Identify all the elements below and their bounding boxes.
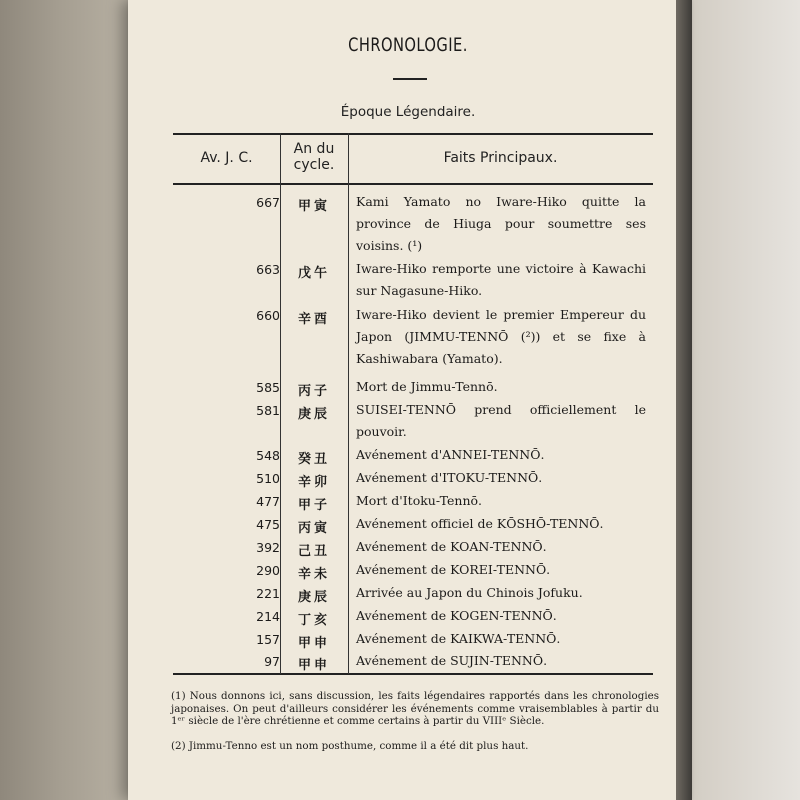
fact-cell: Mort de Jimmu-Tennō. [356,379,498,394]
footnote-1: (1) Nous donnons ici, sans discussion, les faits légendaires rapportés dans les chronologies japonaises. On peut d'ailleurs considérer les événements comme vraisemblables à partir du 1ᵉʳ siècle de l'ère chrétienne et comme certains à partir du VIIIᵉ Siècle. [171,690,659,727]
header-cycle [280,141,348,173]
fact-cell: Iware-Hiko remporte une victoire à Kawachi sur Nagasune-Hiko. [356,261,646,298]
fact-cell: Avénement de KOGEN-TENNŌ. [356,608,557,623]
fact-cell: Avénement d'ITOKU-TENNŌ. [356,470,543,485]
cycle-cell: 癸丑 [297,452,330,467]
book-edge [676,0,692,800]
fact-cell: Mort d'Itoku-Tennō. [356,493,482,508]
fact-cell: Avénement de KOREI-TENNŌ. [356,562,551,577]
footnote-2: (2) Jimmu-Tenno est un nom posthume, comme il a été dit plus haut. [171,740,529,752]
table-top-rule [173,133,653,135]
cycle-cell: 辛未 [297,567,330,582]
year-cell: 510 [256,471,280,486]
year-cell: 581 [256,403,280,418]
cycle-cell: 戊午 [297,266,330,281]
cycle-cell: 丙子 [297,384,330,399]
cycle-cell: 甲寅 [297,199,330,214]
fact-cell: Arrivée au Japon du Chinois Jofuku. [356,585,583,600]
cycle-cell: 甲子 [297,498,330,513]
year-cell: 221 [256,586,280,601]
epoch-heading: Époque Légendaire. [340,104,476,120]
cycle-cell: 辛卯 [297,475,330,490]
fact-cell: Avénement de SUJIN-TENNŌ. [356,653,548,668]
book-page [128,0,688,800]
cycle-cell: 甲申 [297,658,330,673]
fact-cell: Avénement officiel de KŌSHŌ-TENNŌ. [356,516,604,531]
year-cell: 392 [256,540,280,555]
cycle-cell: 庚辰 [297,407,330,422]
column-divider-2 [348,133,349,674]
cycle-cell: 己丑 [297,544,330,559]
title-rule [393,78,427,80]
header-year: Av. J. C. [200,150,253,166]
year-cell: 660 [256,308,280,323]
cycle-cell: 丁亥 [297,613,330,628]
header-cycle-line1: An du [293,141,335,157]
year-cell: 97 [264,654,280,669]
year-cell: 290 [256,563,280,578]
cycle-cell: 辛酉 [297,312,330,327]
fact-cell: Avénement de KOAN-TENNŌ. [356,539,547,554]
page-title: CHRONOLOGIE. [348,34,468,56]
year-cell: 475 [256,517,280,532]
fact-cell: Iware-Hiko devient le premier Empereur du Japon (JIMMU-TENNŌ (²)) et se fixe à Kashiwabara (Yamato). [356,307,646,366]
fact-cell: Avénement d'ANNEI-TENNŌ. [356,447,545,462]
table-header-rule [173,183,653,185]
header-facts: Faits Principaux. [443,150,558,166]
cycle-cell: 甲申 [297,636,330,651]
cycle-cell: 庚辰 [297,590,330,605]
year-cell: 477 [256,494,280,509]
chronology-table [173,133,653,674]
year-cell: 214 [256,609,280,624]
table-bottom-rule [173,673,653,675]
fact-cell: Kami Yamato no Iware-Hiko quitte la province de Hiuga pour soumettre ses voisins. (¹) [356,194,646,253]
year-cell: 585 [256,380,280,395]
year-cell: 157 [256,632,280,647]
year-cell: 548 [256,448,280,463]
fact-cell: SUISEI-TENNŌ prend officiellement le pouvoir. [356,402,646,439]
cycle-cell: 丙寅 [297,521,330,536]
year-cell: 663 [256,262,280,277]
fact-cell: Avénement de KAIKWA-TENNŌ. [356,631,561,646]
header-cycle-line2: cycle. [293,157,335,173]
year-cell: 667 [256,195,280,210]
